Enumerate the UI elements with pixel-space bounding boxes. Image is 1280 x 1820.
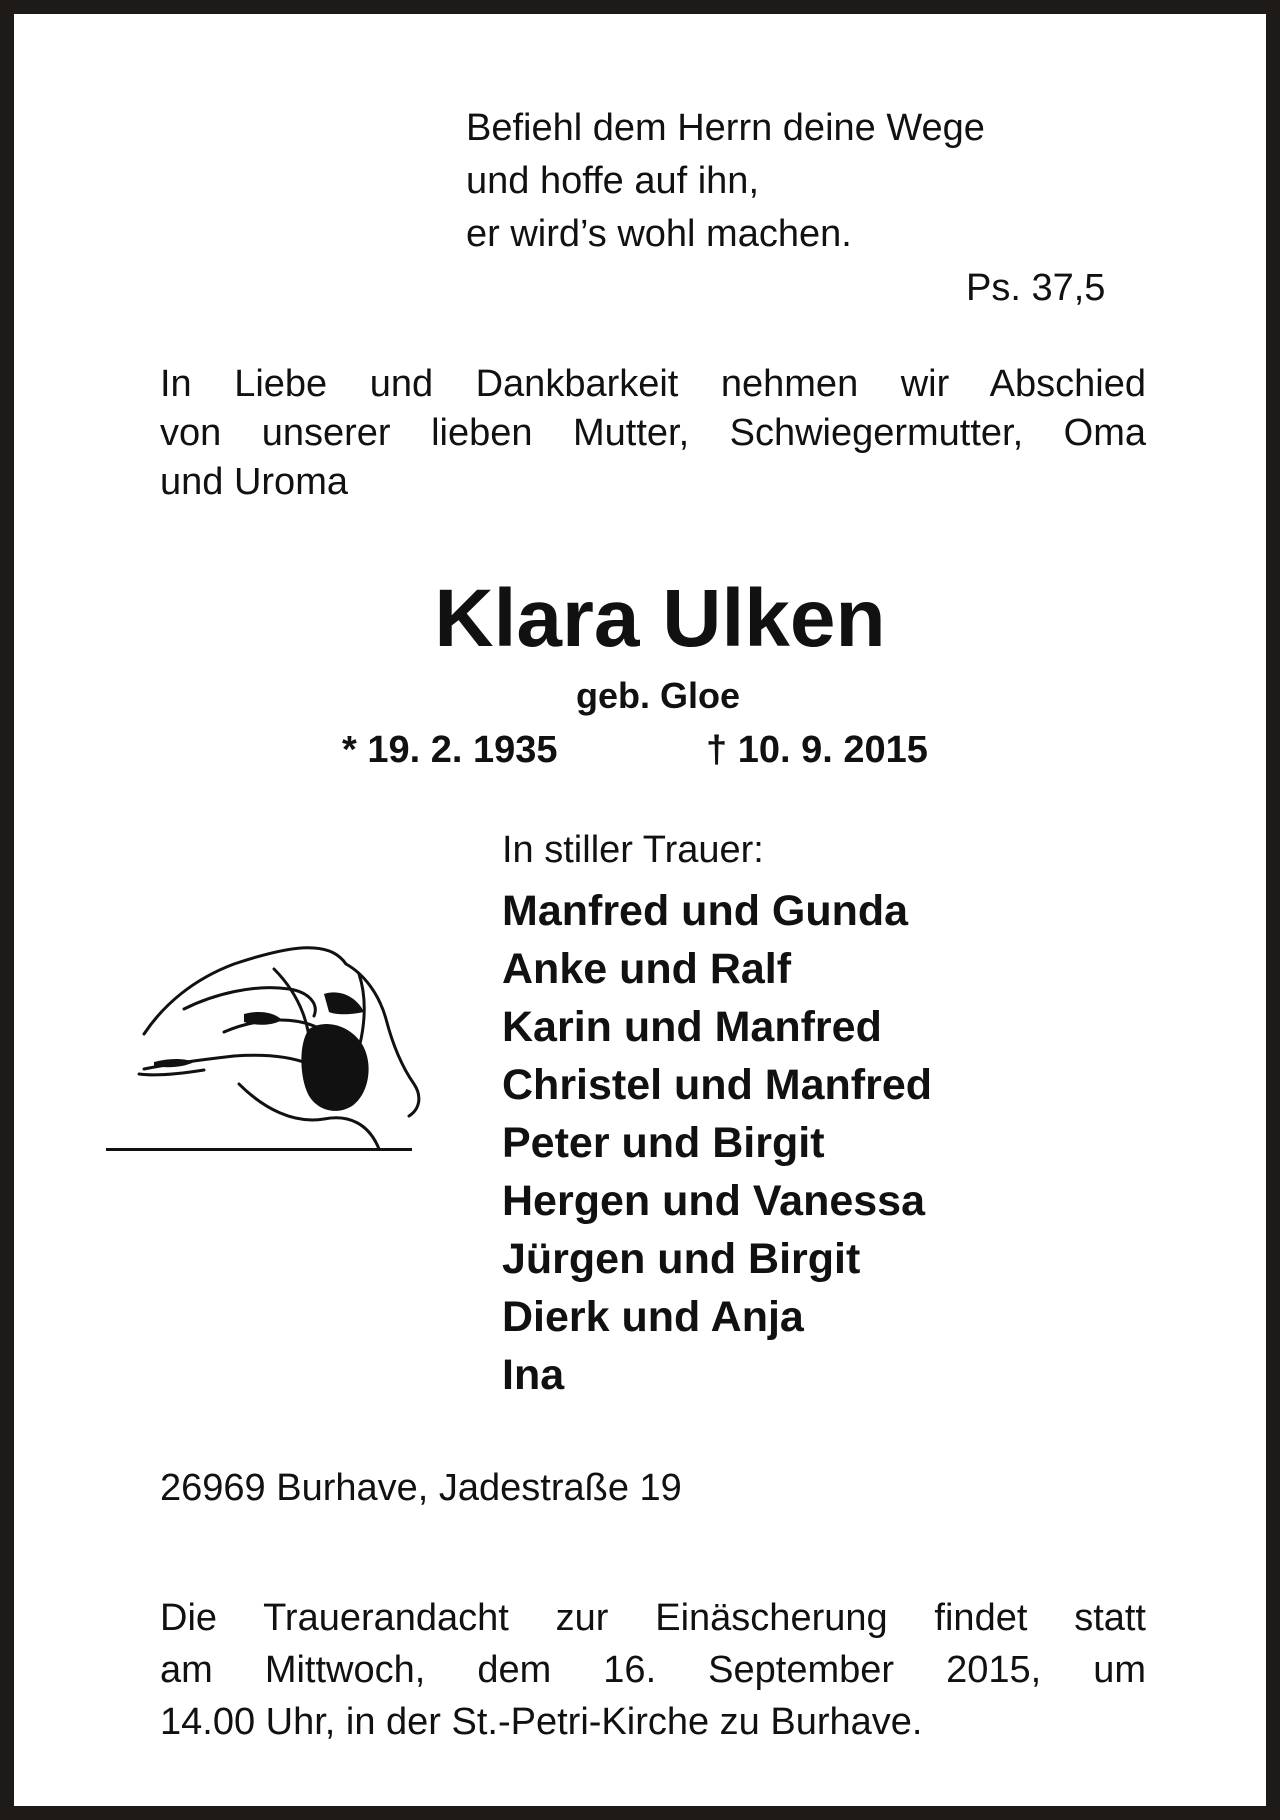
verse-reference: Ps. 37,5 [966,267,1106,309]
death-date: † 10. 9. 2015 [706,729,928,771]
mourner-name: Hergen und Vanessa [502,1177,925,1225]
verse-line: er wird’s wohl machen. [466,213,852,255]
address: 26969 Burhave, Jadestraße 19 [160,1467,682,1509]
intro-line: In Liebe und Dankbarkeit nehmen wir Abschied [160,363,1146,405]
intro-text [160,360,1146,507]
service-line: 14.00 Uhr, in der St.-Petri-Kirche zu Burhave. [160,1701,923,1743]
intro-line: von unserer lieben Mutter, Schwiegermutter, Oma [160,412,1146,454]
bible-verse [466,102,985,261]
mourner-name: Manfred und Gunda [502,887,909,935]
mourner-name: Christel und Manfred [502,1061,933,1109]
mourner-name: Dierk und Anja [502,1293,804,1341]
birth-date: * 19. 2. 1935 [342,729,558,771]
service-announcement [160,1592,1146,1748]
mourner-name: Peter und Birgit [502,1119,825,1167]
verse-line: und hoffe auf ihn, [466,160,759,202]
mourner-name: Ina [502,1351,565,1399]
mourners-list [502,882,932,1404]
hand-drawing-icon [124,934,424,1154]
mourner-name: Anke und Ralf [502,945,792,993]
verse-line: Befiehl dem Herrn deine Wege [466,107,985,149]
intro-line: und Uroma [160,461,348,503]
birth-name: geb. Gloe [575,675,741,716]
deceased-name: Klara Ulken [434,573,886,664]
mourning-label: In stiller Trauer: [502,829,764,871]
mourner-name: Jürgen und Birgit [502,1235,861,1283]
divider-line [106,1148,412,1151]
service-line: am Mittwoch, dem 16. September 2015, um [160,1649,1146,1691]
service-line: Die Trauerandacht zur Einäscherung findet statt [160,1597,1146,1639]
mourner-name: Karin und Manfred [502,1003,882,1051]
